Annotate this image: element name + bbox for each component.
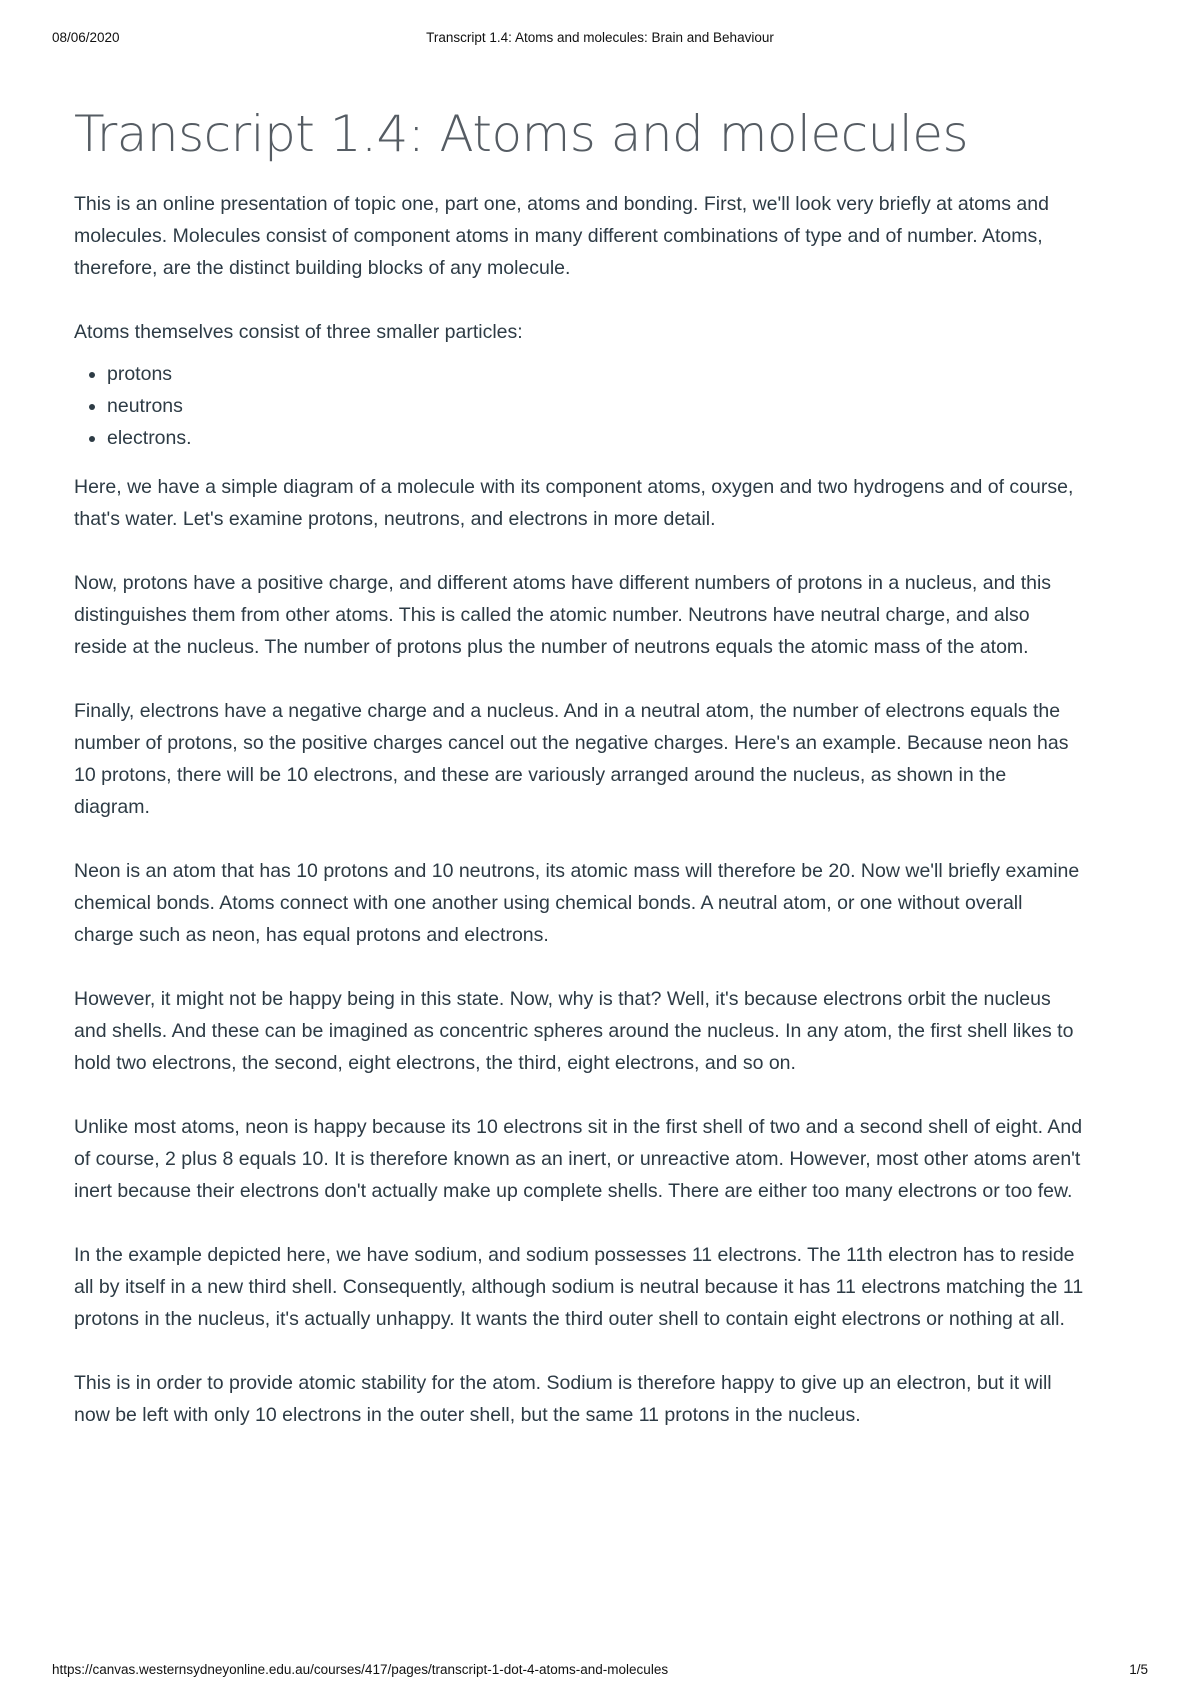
page-title: Transcript 1.4: Atoms and molecules [74, 105, 969, 163]
particles-intro: Atoms themselves consist of three smaller particles: [74, 321, 523, 343]
print-document-title: Transcript 1.4: Atoms and molecules: Brain and Behaviour [426, 30, 774, 45]
paragraph-sodium: In the example depicted here, we have sodium, and sodium possesses 11 electrons. The 11th electron has to reside all by itself in a new third shell. Consequently, although sodium is neutral because it has 11 electrons matching the 11 protons in the nucleus, it's actually unhappy. It wants the third outer shell to contain eight electrons or nothing at all. [74, 1244, 1084, 1330]
print-header [52, 30, 1148, 52]
page-url: https://canvas.westernsydneyonline.edu.au/courses/417/pages/transcript-1-dot-4-atoms-and-molecules [52, 1662, 669, 1677]
paragraph-protons-neutrons: Now, protons have a positive charge, and different atoms have different numbers of protons in a nucleus, and this distinguishes them from other atoms. This is called the atomic number. Neutrons have neutral charge, and also reside at the nucleus. The number of protons plus the number of neutrons equals the atomic mass of the atom. [74, 572, 1052, 658]
paragraph-neon-bonds: Neon is an atom that has 10 protons and 10 neutrons, its atomic mass will therefore be 20. Now we'll briefly examine chemical bonds. Atoms connect with one another using chemical bonds. A neutral atom, or one without overall charge such as neon, has equal protons and electrons. [74, 860, 1080, 946]
list-item-protons: • protons [107, 358, 1084, 390]
paragraph-electrons: Finally, electrons have a negative charge and a nucleus. And in a neutral atom, the number of electrons equals the number of protons, so the positive charges cancel out the negative charges. Here's an example. Because neon has 10 protons, there will be 10 electrons, and these are variously arranged around the nucleus, as shown in the diagram. [74, 700, 1069, 818]
page-number: 1/5 [1129, 1662, 1148, 1677]
page-content [74, 104, 1084, 1463]
print-date: 08/06/2020 [52, 30, 120, 45]
list-item-electrons: • electrons. [107, 422, 1084, 454]
intro-paragraph: This is an online presentation of topic one, part one, atoms and bonding. First, we'll look very briefly at atoms and molecules. Molecules consist of component atoms in many different combinations of type and of number. Atoms, therefore, are the distinct building blocks of any molecule. [74, 193, 1049, 279]
paragraph-water-molecule: Here, we have a simple diagram of a molecule with its component atoms, oxygen and two hydrogens and of course, that's water. Let's examine protons, neutrons, and electrons in more detail. [74, 476, 1074, 530]
list-item-neutrons: • neutrons [107, 390, 1084, 422]
paragraph-atomic-stability: This is in order to provide atomic stability for the atom. Sodium is therefore happy to give up an electron, but it will now be left with only 10 electrons in the outer shell, but the same 11 protons in the nucleus. [74, 1372, 1052, 1426]
paragraph-electron-shells: However, it might not be happy being in this state. Now, why is that? Well, it's because electrons orbit the nucleus and shells. And these can be imagined as concentric spheres around the nucleus. In any atom, the first shell likes to hold two electrons, the second, eight electrons, the third, eight electrons, and so on. [74, 988, 1074, 1074]
particles-list [74, 358, 1084, 454]
paragraph-inert-atoms: Unlike most atoms, neon is happy because its 10 electrons sit in the first shell of two and a second shell of eight. And of course, 2 plus 8 equals 10. It is therefore known as an inert, or unreactive atom. However, most other atoms aren't inert because their electrons don't actually make up complete shells. There are either too many electrons or too few. [74, 1116, 1083, 1202]
print-footer [52, 1662, 1148, 1684]
